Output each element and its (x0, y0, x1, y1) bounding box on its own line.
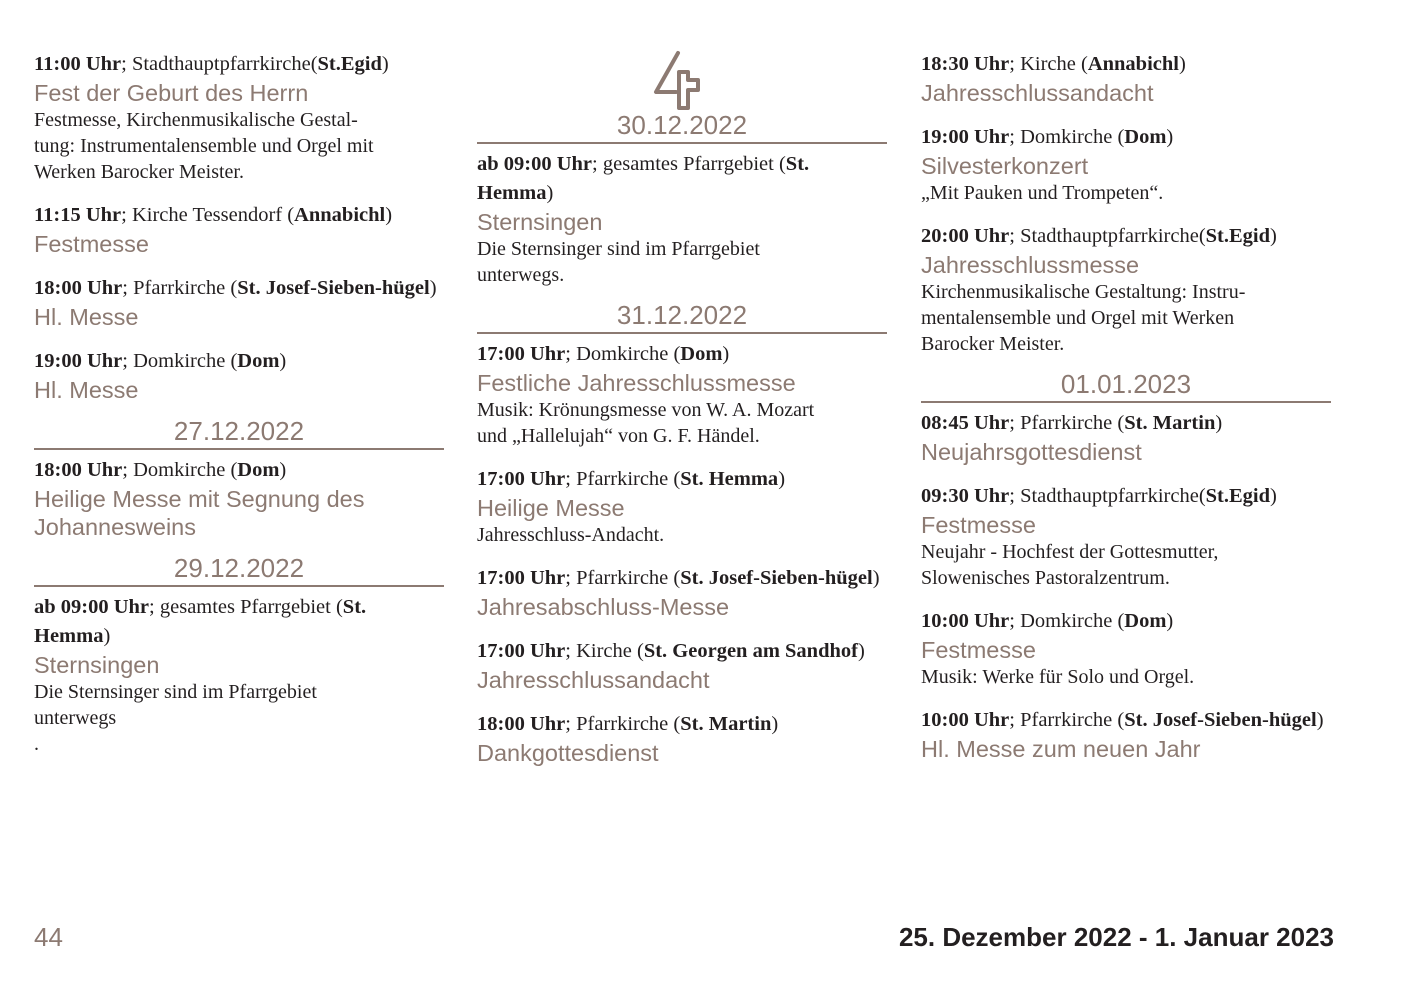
event-title: Jahresschlussandacht (921, 80, 1154, 106)
event-place: ; Domkirche (565, 343, 674, 365)
event-time: 20:00 Uhr (921, 225, 1010, 247)
event-header: 18:00 Uhr; Pfarrkirche (St. Josef-Sieben-hügel) (34, 277, 437, 299)
event-title: Sternsingen (34, 652, 160, 678)
event-place: ; Pfarrkirche (565, 567, 674, 589)
event-header: 20:00 Uhr; Stadthauptpfarrkirche(St.Egid) (921, 225, 1277, 247)
event-entry (921, 222, 1331, 357)
event-title: Jahresschlussandacht (477, 667, 710, 693)
event-title: Festmesse (921, 637, 1036, 663)
event-title: Hl. Messe (34, 304, 139, 330)
event-time: ab 09:00 Uhr (34, 596, 150, 618)
event-header: 11:00 Uhr; Stadthauptpfarrkirche(St.Egid) (34, 53, 389, 75)
event-entry (921, 607, 1331, 690)
event-header: 17:00 Uhr; Kirche (St. Georgen am Sandhof) (477, 640, 865, 662)
event-location: Dom (237, 459, 280, 481)
event-time: 11:00 Uhr (34, 53, 122, 75)
event-location: Dom (237, 350, 280, 372)
event-place: ; Pfarrkirche (565, 468, 674, 490)
date-heading: 29.12.2022 (34, 553, 444, 587)
event-entry (34, 201, 444, 258)
event-title: Hl. Messe zum neuen Jahr (921, 736, 1201, 762)
event-location: St. Josef-Sieben-hügel (680, 567, 873, 589)
event-location: St.Egid (1205, 485, 1271, 507)
event-title: Heilige Messe (477, 495, 625, 521)
event-location: St. Martin (1124, 412, 1216, 434)
event-title: Dankgottesdienst (477, 740, 659, 766)
column-3 (921, 50, 1331, 779)
event-time: 09:30 Uhr (921, 485, 1010, 507)
event-header: 17:00 Uhr; Pfarrkirche (St. Hemma) (477, 468, 786, 490)
event-time: 18:30 Uhr (921, 53, 1010, 75)
event-location: Dom (1124, 610, 1167, 632)
event-entry (34, 593, 444, 757)
event-time: 11:15 Uhr (34, 204, 122, 226)
event-header: 10:00 Uhr; Domkirche (Dom) (921, 610, 1174, 632)
event-place: ; Pfarrkirche (565, 713, 674, 735)
date-heading: 01.01.2023 (921, 369, 1331, 403)
event-location: St.Egid (1205, 225, 1271, 247)
event-entry (34, 50, 444, 185)
event-header: 11:15 Uhr; Kirche Tessendorf (Annabichl) (34, 204, 393, 226)
event-location: Annabichl (294, 204, 386, 226)
event-entry (921, 482, 1331, 591)
event-title: Festmesse (34, 231, 149, 257)
event-header: 19:00 Uhr; Domkirche (Dom) (34, 350, 287, 372)
event-time: 17:00 Uhr (477, 567, 566, 589)
event-description: Festmesse, Kirchenmusikalische Gestal- tung: Instrumentalensemble und Orgel mit Werken Barocker Meister. (34, 109, 374, 183)
event-entry (921, 50, 1331, 107)
event-title: Festliche Jahresschlussmesse (477, 370, 796, 396)
event-title: Fest der Geburt des Herrn (34, 80, 309, 106)
event-place: ; Domkirche (1009, 610, 1118, 632)
event-entry (921, 409, 1331, 466)
event-description: Kirchenmusikalische Gestaltung: Instru- mentalensemble und Orgel mit Werken Barocker Meister. (921, 281, 1246, 355)
event-header: 17:00 Uhr; Pfarrkirche (St. Josef-Sieben-hügel) (477, 567, 880, 589)
event-description: Musik: Krönungsmesse von W. A. Mozart und „Hallelujah“ von G. F. Händel. (477, 399, 815, 447)
event-location: Dom (680, 343, 723, 365)
event-header: 19:00 Uhr; Domkirche (Dom) (921, 126, 1174, 148)
event-time: ab 09:00 Uhr (477, 153, 593, 175)
event-time: 18:00 Uhr (34, 459, 123, 481)
event-description: Neujahr - Hochfest der Gottesmutter, Slowenisches Pastoralzentrum. (921, 541, 1219, 589)
event-place: ; Domkirche (122, 459, 231, 481)
event-location: St.Egid (317, 53, 382, 75)
event-place: ; Kirche (1009, 53, 1081, 75)
event-location: St. Hemma (680, 468, 779, 490)
event-header: 17:00 Uhr; Domkirche (Dom) (477, 343, 730, 365)
date-heading: 30.12.2022 (477, 110, 887, 144)
event-header: 18:00 Uhr; Pfarrkirche (St. Martin) (477, 713, 779, 735)
date-heading: 27.12.2022 (34, 416, 444, 450)
event-description: Jahresschluss-Andacht. (477, 524, 665, 546)
page-number: 44 (34, 922, 63, 952)
event-time: 19:00 Uhr (921, 126, 1010, 148)
event-place: ; Pfarrkirche (1009, 412, 1118, 434)
event-title: Sternsingen (477, 209, 603, 235)
event-place: ; Stadthauptpfarrkirche (1009, 485, 1199, 507)
event-entry (921, 706, 1331, 763)
date-range: 25. Dezember 2022 - 1. Januar 2023 (898, 922, 1334, 952)
cross-four-icon (652, 50, 712, 114)
event-title: Neujahrsgottesdienst (921, 439, 1142, 465)
event-location: St. Hemma (34, 596, 367, 647)
event-header: 18:30 Uhr; Kirche (Annabichl) (921, 53, 1186, 75)
event-time: 17:00 Uhr (477, 343, 566, 365)
event-place: ; Stadthauptpfarrkirche (1009, 225, 1199, 247)
event-time: 18:00 Uhr (477, 713, 566, 735)
event-header: 08:45 Uhr; Pfarrkirche (St. Martin) (921, 412, 1223, 434)
event-description: Musik: Werke für Solo und Orgel. (921, 666, 1195, 688)
event-entry (477, 710, 887, 767)
event-place: ; Kirche (565, 640, 637, 662)
event-header: 09:30 Uhr; Stadthauptpfarrkirche(St.Egid) (921, 485, 1277, 507)
event-title: Silvesterkonzert (921, 153, 1089, 179)
event-description: Die Sternsinger sind im Pfarrgebiet unterwegs. (477, 238, 760, 286)
event-location: St. Martin (680, 713, 772, 735)
event-entry (34, 347, 444, 404)
event-time: 10:00 Uhr (921, 610, 1010, 632)
event-description: Die Sternsinger sind im Pfarrgebiet unterwegs . (34, 681, 317, 755)
event-time: 08:45 Uhr (921, 412, 1010, 434)
event-location: St. Josef-Sieben-hügel (237, 277, 430, 299)
event-place: ; Domkirche (122, 350, 231, 372)
event-place: ; gesamtes Pfarrgebiet (592, 153, 779, 175)
event-entry (921, 123, 1331, 206)
event-time: 10:00 Uhr (921, 709, 1010, 731)
event-header: 10:00 Uhr; Pfarrkirche (St. Josef-Sieben-hügel) (921, 709, 1324, 731)
event-place: ; Stadthauptpfarrkirche (121, 53, 311, 75)
event-entry (477, 637, 887, 694)
event-title: Heilige Messe mit Segnung des Johannesweins (34, 486, 365, 540)
event-entry (477, 340, 887, 449)
event-time: 18:00 Uhr (34, 277, 123, 299)
event-description: „Mit Pauken und Trompeten“. (921, 182, 1164, 204)
event-entry (34, 456, 444, 541)
event-entry (477, 465, 887, 548)
event-location: Dom (1124, 126, 1167, 148)
event-place: ; Pfarrkirche (1009, 709, 1118, 731)
event-place: ; gesamtes Pfarrgebiet (149, 596, 336, 618)
event-title: Festmesse (921, 512, 1036, 538)
event-title: Jahresabschluss-Messe (477, 594, 730, 620)
event-header: 18:00 Uhr; Domkirche (Dom) (34, 459, 287, 481)
event-time: 17:00 Uhr (477, 640, 566, 662)
event-entry (477, 564, 887, 621)
event-title: Hl. Messe (34, 377, 139, 403)
event-place: ; Kirche Tessendorf (121, 204, 288, 226)
event-entry (477, 150, 887, 288)
event-location: St. Josef-Sieben-hügel (1124, 709, 1317, 731)
event-header: ab 09:00 Uhr; gesamtes Pfarrgebiet (St. Hemma) (477, 153, 810, 204)
event-title: Jahresschlussmesse (921, 252, 1140, 278)
column-1 (34, 50, 444, 773)
event-place: ; Pfarrkirche (122, 277, 231, 299)
event-location: St. Hemma (477, 153, 810, 204)
event-location: Annabichl (1087, 53, 1179, 75)
event-place: ; Domkirche (1009, 126, 1118, 148)
column-2 (477, 50, 887, 783)
event-header: ab 09:00 Uhr; gesamtes Pfarrgebiet (St. Hemma) (34, 596, 367, 647)
date-heading: 31.12.2022 (477, 300, 887, 334)
event-time: 17:00 Uhr (477, 468, 566, 490)
event-time: 19:00 Uhr (34, 350, 123, 372)
event-location: St. Georgen am Sandhof (643, 640, 858, 662)
event-entry (34, 274, 444, 331)
